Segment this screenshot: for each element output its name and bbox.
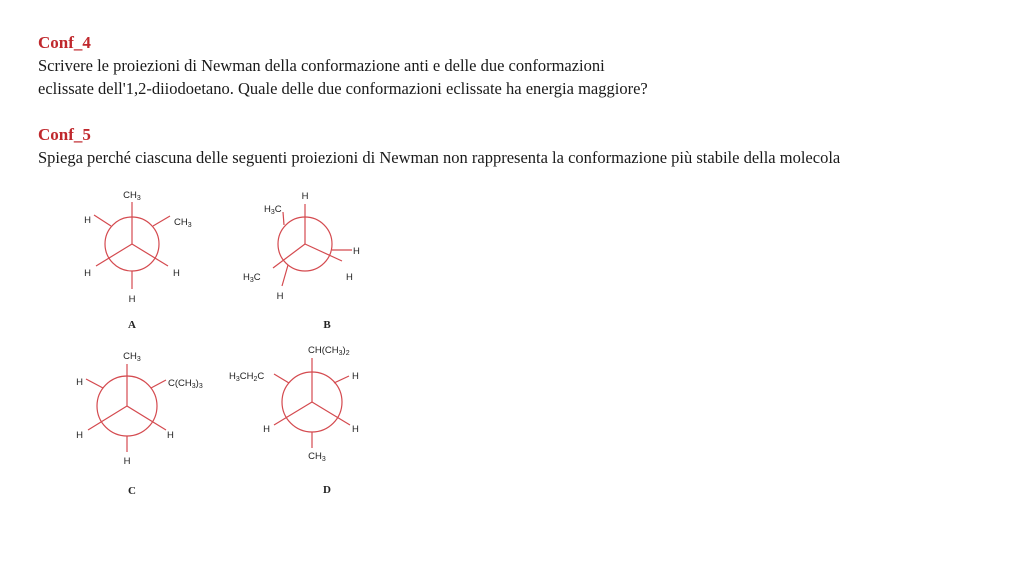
label-b-h-top: H: [301, 191, 309, 202]
label-a-h-bottom: H: [128, 294, 136, 305]
label-b-h-bottom: H: [276, 291, 284, 302]
newman-projection-c: [70, 342, 220, 502]
conf4-heading: Conf_4: [38, 33, 91, 52]
label-c-h-bottom: H: [123, 456, 131, 467]
label-d-h-upper-right: H: [352, 371, 359, 382]
label-c-h-upper-left: H: [76, 377, 83, 388]
label-c-ch3-top: $CH_3$: [123, 351, 141, 363]
conf4-question-line2: eclissate dell'1,2-diiodoetano. Quale delle due conformazioni eclissate ha energia maggiore?: [38, 79, 648, 98]
label-c-h-lower-left: H: [76, 430, 83, 441]
label-a-ch3-upper-right: $CH_3$: [174, 217, 192, 229]
newman-projection-d: [226, 340, 376, 500]
label-c-cch33-upper-right: $C(CH_3)_3$: [168, 378, 203, 390]
label-b-h3c-lower-left: $H_3C$: [243, 272, 261, 284]
conf4-question-line1: Scrivere le proiezioni di Newman della conformazione anti e delle due conformazioni: [38, 56, 605, 75]
conf5-question-line1: Spiega perché ciascuna delle seguenti proiezioni di Newman non rappresenta la conformazione più stabile della molecola: [38, 148, 841, 167]
newman-projection-a: [70, 182, 220, 337]
newman-projection-b: [240, 182, 390, 337]
label-d-ch3-bottom: $CH_3$: [308, 451, 326, 463]
caption-b: B: [323, 319, 331, 331]
label-a-h-upper-left: H: [84, 215, 91, 226]
caption-c: C: [128, 485, 136, 497]
label-c-h-lower-right: H: [167, 430, 174, 441]
caption-a: A: [128, 319, 136, 331]
label-d-h-lower-right: H: [352, 424, 359, 435]
label-d-h3ch2c-upper-left: $H_3CH_2C$: [229, 371, 265, 383]
label-a-h-lower-left: H: [84, 268, 91, 279]
label-b-h-lower-right: H: [346, 272, 353, 283]
caption-d: D: [323, 484, 331, 496]
conf5-heading: Conf_5: [38, 125, 91, 144]
label-b-h-right: H: [353, 246, 360, 257]
label-a-ch3-top: $CH_3$: [123, 190, 141, 202]
label-b-h3c-upper-left: $H_3C$: [264, 204, 282, 216]
label-d-chch32-top: $CH(CH_3)_2$: [308, 345, 350, 357]
label-a-h-lower-right: H: [173, 268, 180, 279]
label-d-h-lower-left: H: [263, 424, 270, 435]
